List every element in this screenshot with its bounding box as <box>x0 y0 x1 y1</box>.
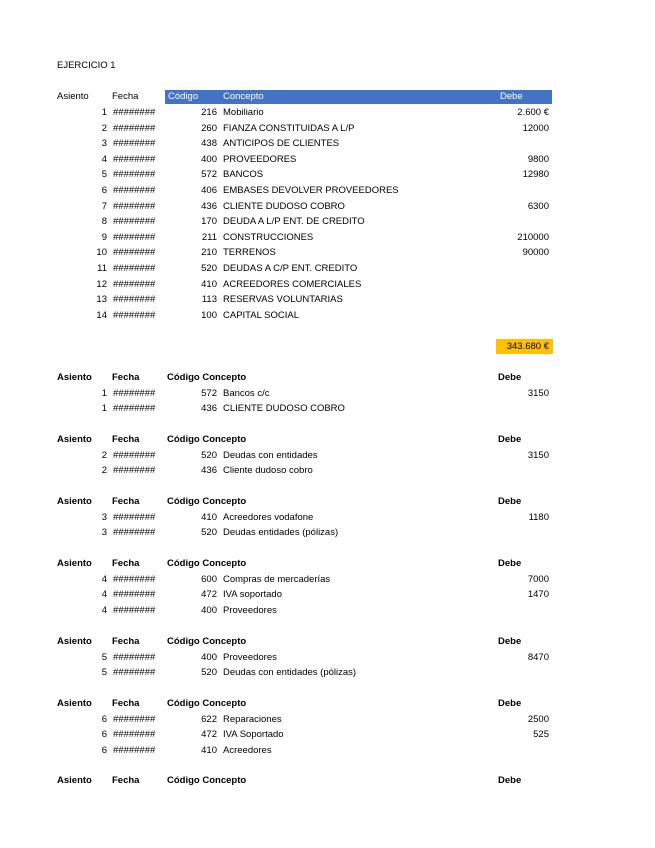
header-debe: Debe <box>498 496 522 507</box>
cell-concepto: IVA Soportado <box>223 729 284 741</box>
cell-codigo: 410 <box>201 278 217 290</box>
header-codigo-concepto: Código Concepto <box>167 558 247 569</box>
cell-asiento: 4 <box>101 604 107 616</box>
cell-fecha: ######## <box>113 138 156 150</box>
cell-concepto: Deudas entidades (pólizas) <box>223 527 339 539</box>
cell-concepto: Compras de mercaderías <box>223 573 331 585</box>
cell-codigo: 216 <box>201 107 217 118</box>
total-value: 343.680 € <box>506 341 549 352</box>
cell-codigo: 436 <box>201 200 217 212</box>
cell-asiento: 4 <box>101 589 107 601</box>
cell-codigo: 572 <box>201 387 217 399</box>
cell-codigo: 622 <box>201 713 217 725</box>
cell-concepto: DEUDAS A C/P ENT. CREDITO <box>223 263 358 274</box>
cell-fecha: ######## <box>113 465 156 477</box>
cell-debe: 7000 <box>527 573 549 585</box>
cell-concepto: CLIENTE DUDOSO COBRO <box>223 200 345 212</box>
cell-asiento: 7 <box>101 200 107 212</box>
cell-fecha: ######## <box>113 527 156 539</box>
cell-concepto: RESERVAS VOLUNTARIAS <box>223 294 343 306</box>
header-fecha: Fecha <box>112 434 140 445</box>
cell-debe: 2.600 € <box>517 107 549 118</box>
cell-fecha: ######## <box>113 231 156 243</box>
cell-concepto: Acreedores <box>223 744 272 756</box>
cell-codigo: 436 <box>201 465 217 477</box>
header-codigo-concepto: Código Concepto <box>167 775 247 786</box>
header-fecha: Fecha <box>112 372 140 383</box>
cell-asiento: 3 <box>101 511 107 523</box>
header-fecha: Fecha <box>112 91 139 102</box>
cell-concepto: Mobiliario <box>223 107 264 118</box>
cell-fecha: ######## <box>113 589 156 601</box>
cell-debe: 12000 <box>522 122 549 134</box>
cell-codigo: 260 <box>201 122 217 134</box>
cell-concepto: FIANZA CONSTITUIDAS A L/P <box>223 122 355 134</box>
cell-codigo: 400 <box>201 651 217 663</box>
cell-codigo: 520 <box>201 263 217 274</box>
cell-fecha: ######## <box>113 247 156 259</box>
cell-concepto: Bancos c/c <box>223 387 270 399</box>
cell-concepto: TERRENOS <box>223 247 276 259</box>
cell-asiento: 6 <box>101 744 107 756</box>
cell-codigo: 572 <box>201 169 217 181</box>
cell-concepto: Proveedores <box>223 604 277 616</box>
cell-concepto: Proveedores <box>223 651 277 663</box>
cell-fecha: ######## <box>113 216 156 228</box>
cell-concepto: CAPITAL SOCIAL <box>223 309 300 321</box>
cell-asiento: 6 <box>101 729 107 741</box>
cell-codigo: 410 <box>201 744 217 756</box>
header-concepto: Concepto <box>223 91 264 102</box>
cell-fecha: ######## <box>113 604 156 616</box>
header-asiento: Asiento <box>57 558 92 569</box>
cell-asiento: 10 <box>96 247 107 259</box>
cell-codigo: 400 <box>201 604 217 616</box>
cell-concepto: PROVEEDORES <box>223 153 297 165</box>
cell-asiento: 1 <box>101 107 107 118</box>
cell-asiento: 4 <box>101 153 107 165</box>
header-fecha: Fecha <box>112 496 140 507</box>
header-fecha: Fecha <box>112 775 140 786</box>
cell-codigo: 211 <box>201 231 217 243</box>
header-debe: Debe <box>500 91 523 102</box>
total-cell <box>496 339 553 354</box>
cell-fecha: ######## <box>113 185 156 196</box>
cell-asiento: 1 <box>101 403 107 415</box>
cell-asiento: 4 <box>101 573 107 585</box>
cell-concepto: Deudas con entidades <box>223 449 318 461</box>
cell-concepto: Reparaciones <box>223 713 282 725</box>
cell-debe: 525 <box>533 729 549 741</box>
header-codigo: Código <box>168 91 199 102</box>
cell-fecha: ######## <box>113 107 156 118</box>
cell-fecha: ######## <box>113 200 156 212</box>
sheet-title: EJERCICIO 1 <box>57 60 116 71</box>
header-asiento: Asiento <box>57 775 92 786</box>
header-debe: Debe <box>498 636 522 647</box>
cell-codigo: 520 <box>201 667 217 679</box>
cell-debe: 12980 <box>522 169 549 181</box>
cell-fecha: ######## <box>113 294 156 306</box>
header-fecha: Fecha <box>112 698 140 709</box>
cell-asiento: 2 <box>101 122 107 134</box>
header-debe: Debe <box>498 698 522 709</box>
header-asiento: Asiento <box>57 91 89 102</box>
cell-debe: 2500 <box>527 713 549 725</box>
cell-codigo: 520 <box>201 527 217 539</box>
cell-asiento: 6 <box>101 713 107 725</box>
header-debe: Debe <box>498 434 522 445</box>
cell-asiento: 3 <box>101 527 107 539</box>
cell-fecha: ######## <box>113 729 156 741</box>
cell-concepto: Cliente dudoso cobro <box>223 465 313 477</box>
cell-codigo: 410 <box>201 511 217 523</box>
cell-asiento: 9 <box>101 231 107 243</box>
cell-asiento: 2 <box>101 465 107 477</box>
cell-concepto: DEUDA A L/P ENT. DE CREDITO <box>223 216 365 228</box>
cell-asiento: 5 <box>101 651 107 663</box>
cell-asiento: 1 <box>101 387 107 399</box>
cell-fecha: ######## <box>113 153 156 165</box>
cell-concepto: BANCOS <box>223 169 264 181</box>
cell-fecha: ######## <box>113 122 156 134</box>
cell-codigo: 170 <box>201 216 217 228</box>
cell-asiento: 14 <box>96 309 107 321</box>
header-asiento: Asiento <box>57 496 92 507</box>
cell-fecha: ######## <box>113 713 156 725</box>
cell-concepto: EMBASES DEVOLVER PROVEEDORES <box>223 185 399 196</box>
cell-fecha: ######## <box>113 449 156 461</box>
cell-asiento: 5 <box>101 667 107 679</box>
cell-fecha: ######## <box>113 263 156 274</box>
cell-asiento: 3 <box>101 138 107 150</box>
cell-fecha: ######## <box>113 387 156 399</box>
cell-fecha: ######## <box>113 651 156 663</box>
cell-asiento: 11 <box>97 263 107 274</box>
cell-fecha: ######## <box>113 573 156 585</box>
header-codigo-concepto: Código Concepto <box>167 434 247 445</box>
cell-fecha: ######## <box>113 309 156 321</box>
header-asiento: Asiento <box>57 636 92 647</box>
cell-codigo: 438 <box>201 138 217 150</box>
cell-concepto: ANTICIPOS DE CLIENTES <box>223 138 340 150</box>
cell-codigo: 400 <box>201 153 217 165</box>
cell-asiento: 5 <box>101 169 107 181</box>
header-fecha: Fecha <box>112 558 140 569</box>
header-asiento: Asiento <box>57 434 92 445</box>
cell-fecha: ######## <box>113 511 156 523</box>
cell-codigo: 472 <box>201 589 217 601</box>
cell-fecha: ######## <box>113 169 156 181</box>
cell-concepto: CONSTRUCCIONES <box>223 231 314 243</box>
header-fecha: Fecha <box>112 636 140 647</box>
header-asiento: Asiento <box>57 698 92 709</box>
cell-asiento: 12 <box>96 278 107 290</box>
cell-fecha: ######## <box>113 278 156 290</box>
cell-concepto: IVA soportado <box>223 589 282 601</box>
header-asiento: Asiento <box>57 372 92 383</box>
cell-codigo: 436 <box>201 403 217 415</box>
cell-codigo: 113 <box>201 294 217 306</box>
cell-asiento: 2 <box>101 449 107 461</box>
cell-codigo: 210 <box>201 247 217 259</box>
cell-debe: 3150 <box>527 449 549 461</box>
cell-fecha: ######## <box>113 667 156 679</box>
header-codigo-concepto: Código Concepto <box>167 496 247 507</box>
cell-debe: 9800 <box>527 153 549 165</box>
cell-codigo: 406 <box>201 185 217 196</box>
cell-codigo: 600 <box>201 573 217 585</box>
cell-asiento: 13 <box>96 294 107 306</box>
cell-debe: 210000 <box>517 231 549 243</box>
cell-debe: 8470 <box>527 651 549 663</box>
cell-codigo: 100 <box>201 309 217 321</box>
cell-asiento: 8 <box>101 216 107 228</box>
cell-concepto: Deudas con entidades (pólizas) <box>223 667 357 679</box>
cell-fecha: ######## <box>113 403 156 415</box>
cell-debe: 90000 <box>522 247 549 259</box>
blue-header-band <box>165 90 552 104</box>
header-debe: Debe <box>498 558 522 569</box>
header-codigo-concepto: Código Concepto <box>167 636 247 647</box>
cell-concepto: ACREEDORES COMERCIALES <box>223 278 362 290</box>
header-codigo-concepto: Código Concepto <box>167 372 247 383</box>
header-debe: Debe <box>498 372 522 383</box>
cell-debe: 1470 <box>527 589 549 601</box>
header-debe: Debe <box>498 775 522 786</box>
cell-concepto: Acreedores vodafone <box>223 511 314 523</box>
cell-debe: 6300 <box>527 200 549 212</box>
cell-debe: 1180 <box>528 511 549 523</box>
header-codigo-concepto: Código Concepto <box>167 698 247 709</box>
cell-concepto: CLIENTE DUDOSO COBRO <box>223 403 345 415</box>
cell-debe: 3150 <box>527 387 549 399</box>
cell-codigo: 472 <box>201 729 217 741</box>
cell-codigo: 520 <box>201 449 217 461</box>
cell-fecha: ######## <box>113 744 156 756</box>
cell-asiento: 6 <box>101 185 107 196</box>
